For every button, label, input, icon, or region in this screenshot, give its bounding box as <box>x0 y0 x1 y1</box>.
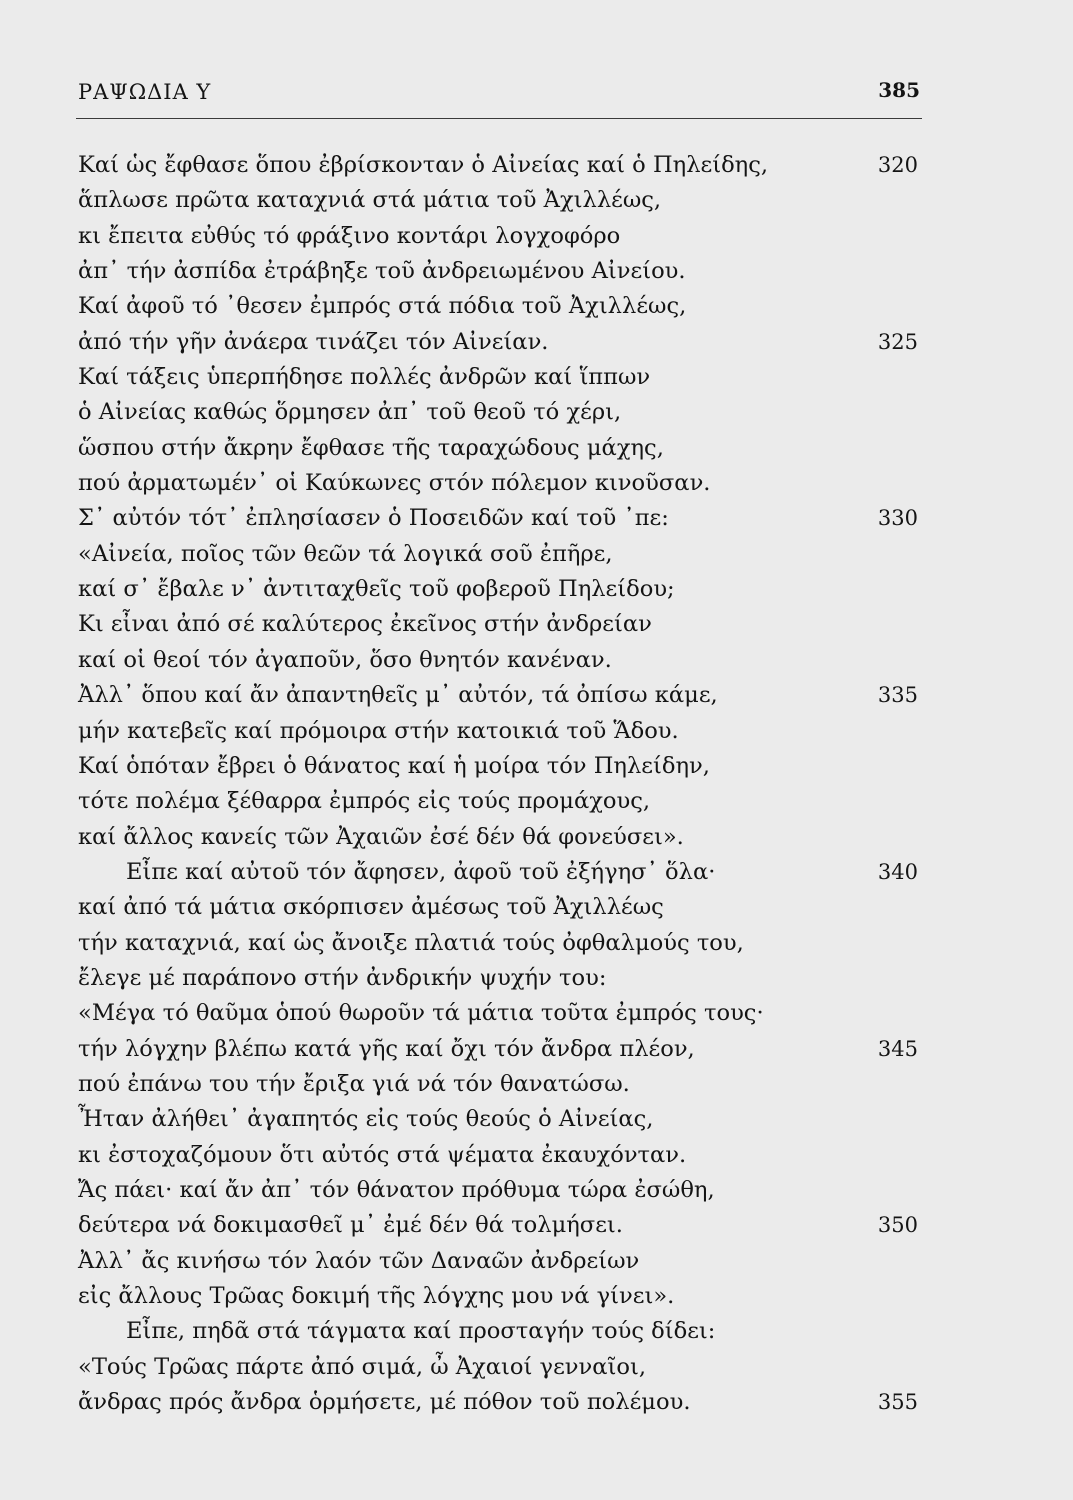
verse-line <box>78 1173 920 1208</box>
verse-line <box>78 607 920 642</box>
verse-line <box>78 678 920 713</box>
verse-text: μήν κατεβεῖς καί πρόμοιρα στήν κατοικιά τοῦ Ἅδου. <box>78 717 679 744</box>
verse-line <box>78 537 920 572</box>
verse-text: πού ἐπάνω του τήν ἔριξα γιά νά τόν θανατώσω. <box>78 1070 630 1097</box>
section-title: ΡΑΨΩΔΙΑ Υ <box>78 80 212 104</box>
verse-text: κι ἐστοχαζόμουν ὅτι αὐτός στά ψέματα ἐκαυχόνταν. <box>78 1141 687 1168</box>
verse-line <box>78 501 920 536</box>
verse-line <box>78 749 920 784</box>
verse-line <box>78 714 920 749</box>
verse-line <box>78 572 920 607</box>
verse-line <box>78 183 920 218</box>
verse-line <box>78 1314 920 1349</box>
verse-text: ἔλεγε μέ παράπονο στήν ἀνδρικήν ψυχήν του: <box>78 964 607 991</box>
verse-text: ἄνδρας πρός ἄνδρα ὁρμήσετε, μέ πόθον τοῦ πολέμου. <box>78 1389 691 1416</box>
verse-text: ἀπ᾽ τήν ἀσπίδα ἐτράβηξε τοῦ ἀνδρειωμένου Αἰνείου. <box>78 258 686 285</box>
verse-line <box>78 1102 920 1137</box>
verse-text: Κι εἶναι ἀπό σέ καλύτερος ἐκεῖνος στήν ἀνδρείαν <box>78 611 652 638</box>
verse-text: Καί τάξεις ὑπερπήδησε πολλές ἀνδρῶν καί ἵππων <box>78 364 651 391</box>
verse-text: τότε πολέμα ξέθαρρα ἐμπρός εἰς τούς προμάχους, <box>78 788 651 815</box>
verse-text: πού ἀρματωμέν᾽ οἱ Καύκωνες στόν πόλεμον κινοῦσαν. <box>78 470 711 497</box>
line-number: 330 <box>877 506 918 531</box>
verse-text: τήν λόγχην βλέπω κατά γῆς καί ὄχι τόν ἄνδρα πλέον, <box>78 1035 695 1062</box>
verse-line <box>78 784 920 819</box>
verse-text: Καί ὡς ἔφθασε ὅπου ἐβρίσκονταν ὁ Αἰνείας καί ὁ Πηλείδης, <box>78 152 769 178</box>
verse-line <box>78 360 920 395</box>
verse-line <box>78 1138 920 1173</box>
verse-text: καί ἄλλος κανείς τῶν Ἀχαιῶν ἐσέ δέν θά φονεύσει». <box>78 823 684 850</box>
verse-text: Εἶπε, πηδᾶ στά τάγματα καί προσταγήν τούς δίδει: <box>126 1318 716 1345</box>
verse-text: ἅπλωσε πρῶτα καταχνιά στά μάτια τοῦ Ἀχιλλέως, <box>78 187 662 214</box>
line-number: 340 <box>877 859 918 884</box>
verse-line <box>78 643 920 678</box>
verse-text: καί ἀπό τά μάτια σκόρπισεν ἀμέσως τοῦ Ἀχιλλέως <box>78 894 664 921</box>
verse-text: Καί ὁπόταν ἔβρει ὁ θάνατος καί ἡ μοίρα τόν Πηλείδην, <box>78 752 710 779</box>
verse-line <box>78 1032 920 1067</box>
verse-line <box>78 395 920 430</box>
verse-text: καί οἱ θεοί τόν ἀγαποῦν, ὅσο θνητόν κανέναν. <box>78 646 612 673</box>
verse-line <box>78 1244 920 1279</box>
verse-text: Σ᾽ αὐτόν τότ᾽ ἐπλησίασεν ὁ Ποσειδῶν καί τοῦ ᾽πε: <box>78 505 669 532</box>
verse-text: τήν καταχνιά, καί ὡς ἄνοιξε πλατιά τούς ὀφθαλμούς του, <box>78 929 744 956</box>
verse-text: κι ἔπειτα εὐθύς τό φράξινο κοντάρι λογχοφόρο <box>78 222 621 249</box>
verse-text: «Μέγα τό θαῦμα ὁπού θωροῦν τά μάτια τοῦτα ἐμπρός τους· <box>78 1000 764 1027</box>
line-number: 325 <box>877 329 918 354</box>
verse-text: εἰς ἄλλους Τρῶας δοκιμή τῆς λόγχης μου νά γίνει». <box>78 1283 675 1309</box>
line-number: 345 <box>877 1036 918 1061</box>
verse-line <box>78 254 920 289</box>
line-number: 355 <box>877 1390 918 1415</box>
verse-text: ὥσπου στήν ἄκρην ἔφθασε τῆς ταραχώδους μάχης, <box>78 434 664 461</box>
verse-text: Ἄς πάει· καί ἄν ἀπ᾽ τόν θάνατον πρόθυμα τώρα ἐσώθη, <box>78 1176 715 1203</box>
verse-line <box>78 1385 920 1420</box>
verse-text: καί σ᾽ ἔβαλε ν᾽ ἀντιταχθεῖς τοῦ φοβεροῦ Πηλείδου; <box>78 576 675 603</box>
verse-text: «Αἰνεία, ποῖος τῶν θεῶν τά λογικά σοῦ ἐπῆρε, <box>78 540 613 567</box>
verse-text: Ἀλλ᾽ ὅπου καί ἄν ἀπαντηθεῖς μ᾽ αὐτόν, τά ὀπίσω κάμε, <box>78 682 718 709</box>
line-number: 320 <box>877 153 918 177</box>
running-head <box>78 72 920 112</box>
verse-line <box>78 961 920 996</box>
verse-line <box>78 1067 920 1102</box>
verse-text: Ἦταν ἀλήθει᾽ ἀγαπητός εἰς τούς θεούς ὁ Αἰνείας, <box>78 1106 654 1133</box>
line-number: 335 <box>877 683 918 708</box>
verse-text: ἀπό τήν γῆν ἀνάερα τινάζει τόν Αἰνείαν. <box>78 328 549 355</box>
verse-text: Εἶπε καί αὐτοῦ τόν ἄφησεν, ἀφοῦ τοῦ ἐξήγησ᾽ ὅλα· <box>126 858 716 885</box>
verse-line <box>78 289 920 324</box>
verse-text: Καί ἀφοῦ τό ᾽θεσεν ἐμπρός στά πόδια τοῦ Ἀχιλλέως, <box>78 293 687 320</box>
poem-text <box>78 148 920 1420</box>
verse-text: ὁ Αἰνείας καθώς ὅρμησεν ἀπ᾽ τοῦ θεοῦ τό χέρι, <box>78 399 622 426</box>
verse-line <box>78 926 920 961</box>
line-number: 350 <box>877 1213 918 1238</box>
verse-line <box>78 466 920 501</box>
verse-line <box>78 431 920 466</box>
verse-line <box>78 148 920 183</box>
page-number: 385 <box>878 78 920 102</box>
verse-line <box>78 1350 920 1385</box>
verse-line <box>78 1279 920 1314</box>
verse-line <box>78 855 920 890</box>
verse-text: δεύτερα νά δοκιμασθεῖ μ᾽ ἐμέ δέν θά τολμήσει. <box>78 1212 623 1239</box>
verse-line <box>78 820 920 855</box>
verse-line <box>78 219 920 254</box>
verse-line <box>78 1208 920 1243</box>
verse-line <box>78 325 920 360</box>
verse-line <box>78 996 920 1031</box>
verse-line <box>78 890 920 925</box>
header-rule <box>76 118 922 119</box>
verse-text: Ἀλλ᾽ ἄς κινήσω τόν λαόν τῶν Δαναῶν ἀνδρείων <box>78 1247 640 1274</box>
verse-text: «Τούς Τρῶας πάρτε ἀπό σιμά, ὦ Ἀχαιοί γενναῖοι, <box>78 1353 646 1380</box>
